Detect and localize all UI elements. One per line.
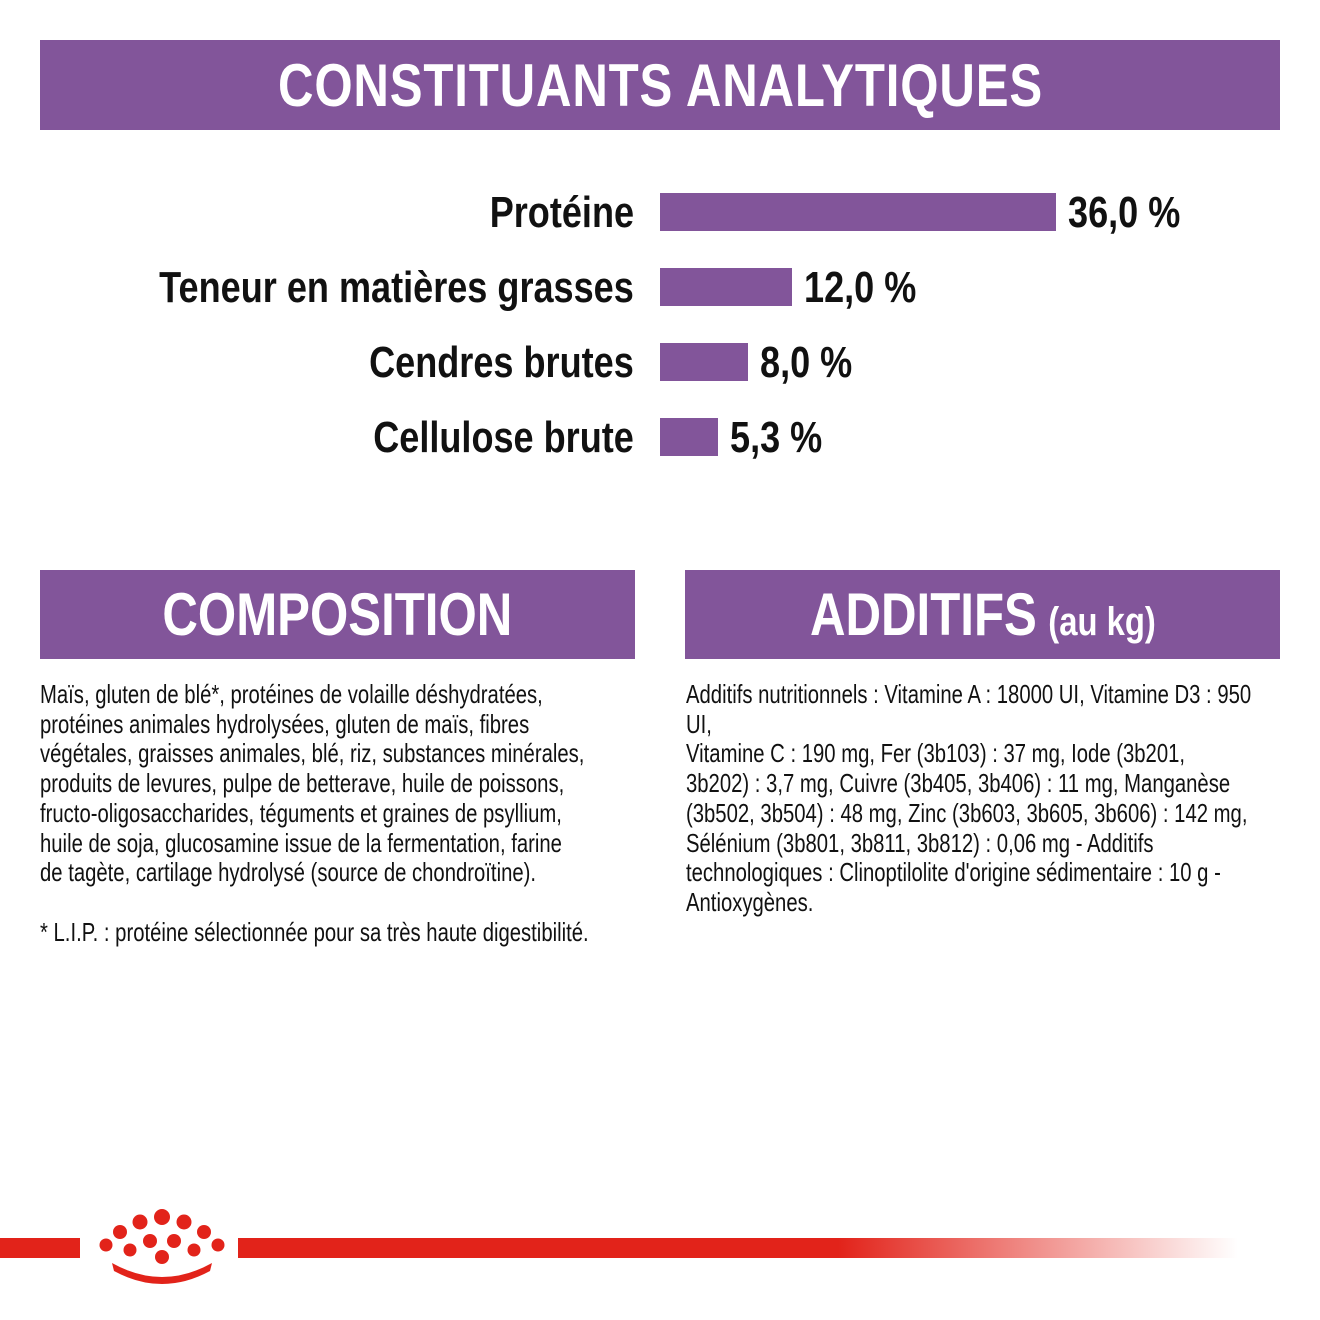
composition-text: Maïs, gluten de blé*, protéines de volaille déshydratées, protéines animales hydrolysées, gluten de maïs, fibres végétales, graisses animales, blé, riz, substances minérales, produits de levures, pulpe de betterave, huile de poissons, fructo-oligosaccharides, téguments et graines de psyllium, huile de soja, glucosamine issue de la fermentation, farine de tagète, cartilage hydrolysé (source de chondroïtine). xyxy=(40,679,585,888)
chart-bar xyxy=(660,268,792,306)
chart-bar xyxy=(660,343,748,381)
chart-row xyxy=(0,263,1320,312)
analytical-constituents-banner xyxy=(40,40,1280,130)
footer-red-line-left xyxy=(0,1238,80,1258)
additives-text: Additifs nutritionnels : Vitamine A : 18000 UI, Vitamine D3 : 950 UI, Vitamine C : 190 mg, Fer (3b103) : 37 mg, Iode (3b201, 3b202) : 3,7 mg, Cuivre (3b405, 3b406) : 11 mg, Manganèse (3b502, 3b504) : 48 mg, Zinc (3b603, 3b605, 3b606) : 142 mg, Sélénium (3b801, 3b811, 3b812) : 0,06 mg - Additifs technologiques : Clinoptilolite d'origine sédimentaire : 10 g - Antioxygènes. xyxy=(686,679,1252,917)
chart-row xyxy=(0,413,1320,462)
analytical-constituents-chart xyxy=(0,180,1320,480)
chart-value-label: 36,0 % xyxy=(1068,188,1181,237)
chart-bar xyxy=(660,418,718,456)
crown-logo-icon xyxy=(92,1205,232,1285)
chart-bar xyxy=(660,193,1056,231)
footer-red-line-right xyxy=(238,1238,1238,1258)
chart-category-label: Protéine xyxy=(489,188,634,237)
chart-value-label: 5,3 % xyxy=(730,413,823,462)
analytical-constituents-title: CONSTITUANTS ANALYTIQUES xyxy=(277,51,1043,119)
composition-title: COMPOSITION xyxy=(162,581,513,648)
additives-banner xyxy=(685,570,1280,659)
additives-title: ADDITIFS xyxy=(809,581,1037,648)
chart-category-label: Cellulose brute xyxy=(373,413,634,462)
chart-category-label: Teneur en matières grasses xyxy=(159,263,634,312)
chart-category-label: Cendres brutes xyxy=(369,338,634,387)
chart-value-label: 8,0 % xyxy=(760,338,853,387)
chart-row xyxy=(0,338,1320,387)
composition-banner xyxy=(40,570,635,659)
chart-value-label: 12,0 % xyxy=(804,263,917,312)
chart-row xyxy=(0,188,1320,237)
additives-heading xyxy=(810,580,1156,649)
additives-subtitle: (au kg) xyxy=(1047,600,1156,644)
composition-footnote: * L.I.P. : protéine sélectionnée pour sa très haute digestibilité. xyxy=(40,917,589,947)
